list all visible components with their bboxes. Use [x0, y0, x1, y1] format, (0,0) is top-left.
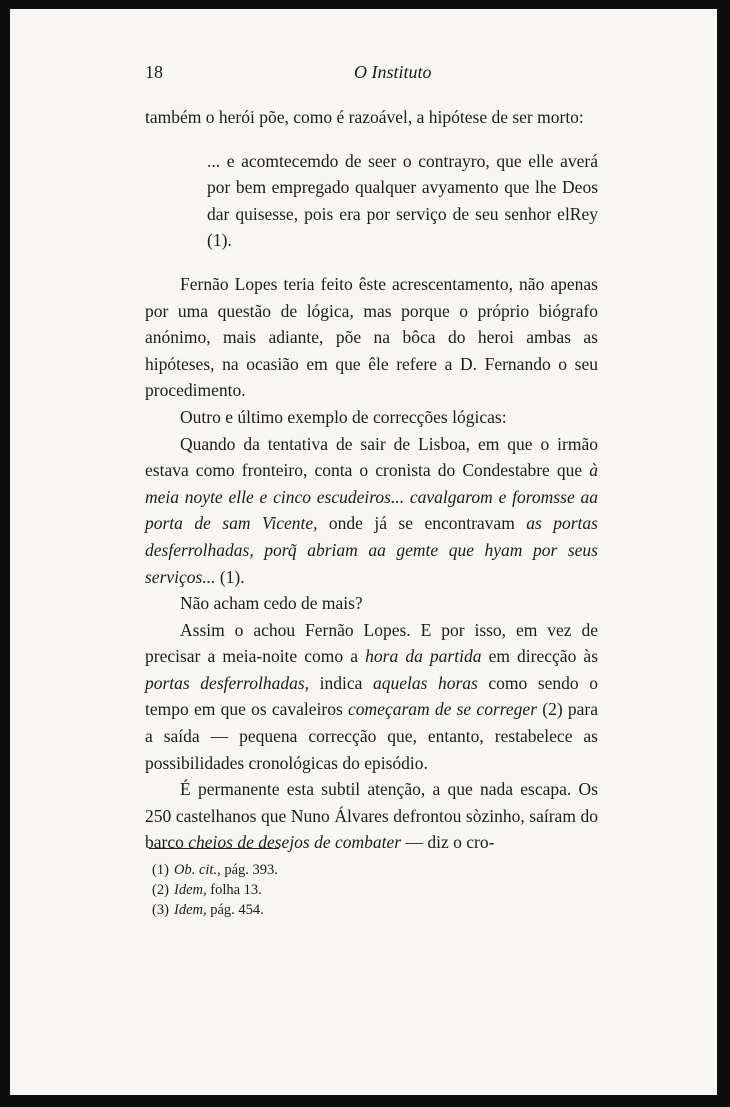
paragraph-6: Assim o achou Fernão Lopes. E por isso, em vez de precisar a meia-noite como a hora da partida em direcção às portas desferrolhadas, indica aquelas horas como sendo o tempo em que os cavaleiros começaram de se correger (2) para a saída — pequena correcção que, entanto, restabelece as possibilidades cronológicas do episódio. [145, 619, 598, 773]
running-title: O Instituto [354, 62, 432, 82]
paragraph-7: É permanente esta subtil atenção, a que nada escapa. Os 250 castelhanos que Nuno Álvares defrontou sòzinho, saíram do barco cheios de desejos de combater — diz o cro- [145, 779, 598, 853]
chronicle-quote-2: as portas desferrolhadas, porq̃ abriam aa gemte que hyam por seus serviços... [145, 513, 598, 587]
footnote-ref: (1) [219, 566, 241, 587]
footnote-2: (2) Idem, folha 13. [152, 882, 262, 898]
footnote-divider [149, 848, 279, 849]
paragraph-4: Quando da tentativa de sair de Lisboa, em que o irmão estava como fronteiro, conta o cronista do Condestabre que à meia noyte elle e cinco escudeiros... cavalgarom e foromsse aa porta de sam Vicente, onde já se encontravam as portas desferrolhadas, porq̃ abriam aa gemte que hyam por seus serviços... (1). [145, 433, 598, 587]
footnote-3: (3) Idem, pág. 454. [152, 902, 264, 918]
running-header [145, 60, 595, 90]
page-number: 18 [145, 62, 163, 82]
block-quote: ... e acomtecemdo de seer o contrayro, que elle averá por bem empregado qualquer avyamento que lhe Deos dar quisesse, pois era por serviço de seu senhor elRey (1). [207, 150, 598, 251]
footnote-ref: (1) [207, 230, 228, 251]
chronicle-quote-1: à meia noyte elle e cinco escudeiros... cavalgarom e foromsse aa porta de sam Vicente, [145, 460, 598, 534]
footnote-ref: (2) [542, 699, 563, 720]
footnote-1: (1) Ob. cit., pág. 393. [152, 862, 278, 878]
body-text [145, 104, 598, 856]
paragraph-2: Fernão Lopes teria feito êste acrescentamento, não apenas por uma questão de lógica, mas porque o próprio biógrafo anónimo, mais adiante, põe na bôca do heroi ambas as hipóteses, na ocasião em que êle refere a D. Fernando o seu procedimento. [145, 273, 598, 401]
footnotes [152, 860, 278, 920]
paragraph-3: Outro e último exemplo de correcções lógicas: [180, 406, 507, 427]
paragraph-5: Não acham cedo de mais? [180, 593, 363, 614]
paragraph-1: também o herói põe, como é razoável, a hipótese de ser morto: [145, 107, 584, 127]
